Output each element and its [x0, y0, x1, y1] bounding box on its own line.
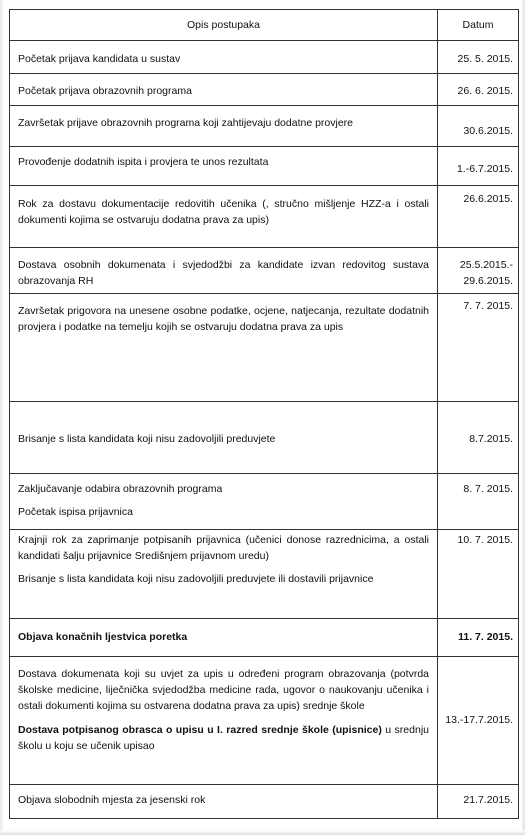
- row-date: 8. 7. 2015.: [463, 483, 513, 495]
- row-description: Rok za dostavu dokumentacije redovitih učenika (, stručno mišljenje HZZ-a i ostali dokumenti kojima se ostvaruju dodatna prava za upis): [18, 198, 429, 226]
- table-row: [10, 294, 519, 402]
- header-date: Datum: [438, 10, 519, 41]
- row-date: 13.-17.7.2015.: [445, 714, 513, 726]
- row-date: 30.6.2015.: [463, 125, 513, 137]
- row-description: Završetak prigovora na unesene osobne podatke, ocjene, natjecanja, rezultate dodatnih provjera i podatke na temelju kojih se ostvaruju dodatna prava za upis: [18, 305, 429, 333]
- table-row: [10, 530, 519, 619]
- page-shadow-bottom: [0, 831, 525, 835]
- page-shadow-right: [521, 0, 525, 835]
- row-description-secondary: Početak ispisa prijavnica: [18, 506, 133, 518]
- row-date: 10. 7. 2015.: [457, 534, 513, 546]
- row-date: 26. 6. 2015.: [457, 85, 513, 97]
- row-description: Objava slobodnih mjesta za jesenski rok: [18, 794, 206, 806]
- row-date: 1.-6.7.2015.: [456, 163, 513, 175]
- row-date: 11. 7. 2015.: [458, 631, 513, 643]
- table-row: [10, 41, 519, 74]
- table-row: [10, 657, 519, 785]
- row-description: Dostava osobnih dokumenata i svjedodžbi za kandidate izvan redovitog sustava obrazovanja RH: [18, 259, 429, 287]
- table-header-row: [10, 10, 519, 41]
- row-description-secondary: [18, 714, 429, 754]
- row-description: Provođenje dodatnih ispita i provjera te unos rezultata: [18, 156, 269, 168]
- row-description: Početak prijava obrazovnih programa: [18, 85, 192, 97]
- row-date: 26.6.2015.: [463, 193, 513, 205]
- row-date: 8.7.2015.: [469, 433, 513, 445]
- schedule-table: [9, 9, 519, 819]
- row-date: 25.5.2015.- 29.6.2015.: [459, 259, 513, 287]
- table-row: [10, 619, 519, 657]
- table-row: [10, 74, 519, 106]
- row-description: Dostava dokumenata koji su uvjet za upis u određeni program obrazovanja (potvrda školske medicine, liječnička svjedodžba medicine rada, ugovor o naukovanju učenika i ostali dokumenti kojima su ostvarena dodatna prava za upis) srednje škole: [18, 668, 429, 712]
- row-description: Početak prijava kandidata u sustav: [18, 53, 181, 65]
- table-row: [10, 186, 519, 248]
- row-description: Brisanje s lista kandidata koji nisu zadovoljili preduvjete: [18, 433, 276, 445]
- row-date: 25. 5. 2015.: [457, 53, 513, 65]
- row-description-bold: Dostava potpisanog obrasca o upisu u I. razred srednje škole (upisnice): [18, 724, 382, 736]
- table-row: [10, 402, 519, 474]
- table-row: [10, 474, 519, 530]
- header-description: Opis postupaka: [10, 10, 438, 41]
- row-description: Objava konačnih ljestvica poretka: [18, 631, 188, 643]
- table-row: [10, 785, 519, 819]
- row-date: 7. 7. 2015.: [463, 300, 513, 312]
- table-row: [10, 147, 519, 186]
- row-description-rest: u srednju školu u koju se učenik upisao: [18, 724, 429, 752]
- table-row: [10, 106, 519, 147]
- row-description: Krajnji rok za zaprimanje potpisanih prijavnica (učenici donose razrednicima, a ostali kandidati šalju prijavnice Središnjem prijavnom uredu): [18, 534, 429, 562]
- row-description: Završetak prijave obrazovnih programa koji zahtijevaju dodatne provjere: [18, 117, 354, 129]
- row-description-secondary: Brisanje s lista kandidata koji nisu zadovoljili preduvjete ili dostavili prijavnice: [18, 573, 374, 585]
- table-row: [10, 248, 519, 294]
- row-date: 21.7.2015.: [463, 794, 513, 806]
- page-shadow-left: [0, 0, 4, 835]
- row-description: Zaključavanje odabira obrazovnih programa: [18, 483, 223, 495]
